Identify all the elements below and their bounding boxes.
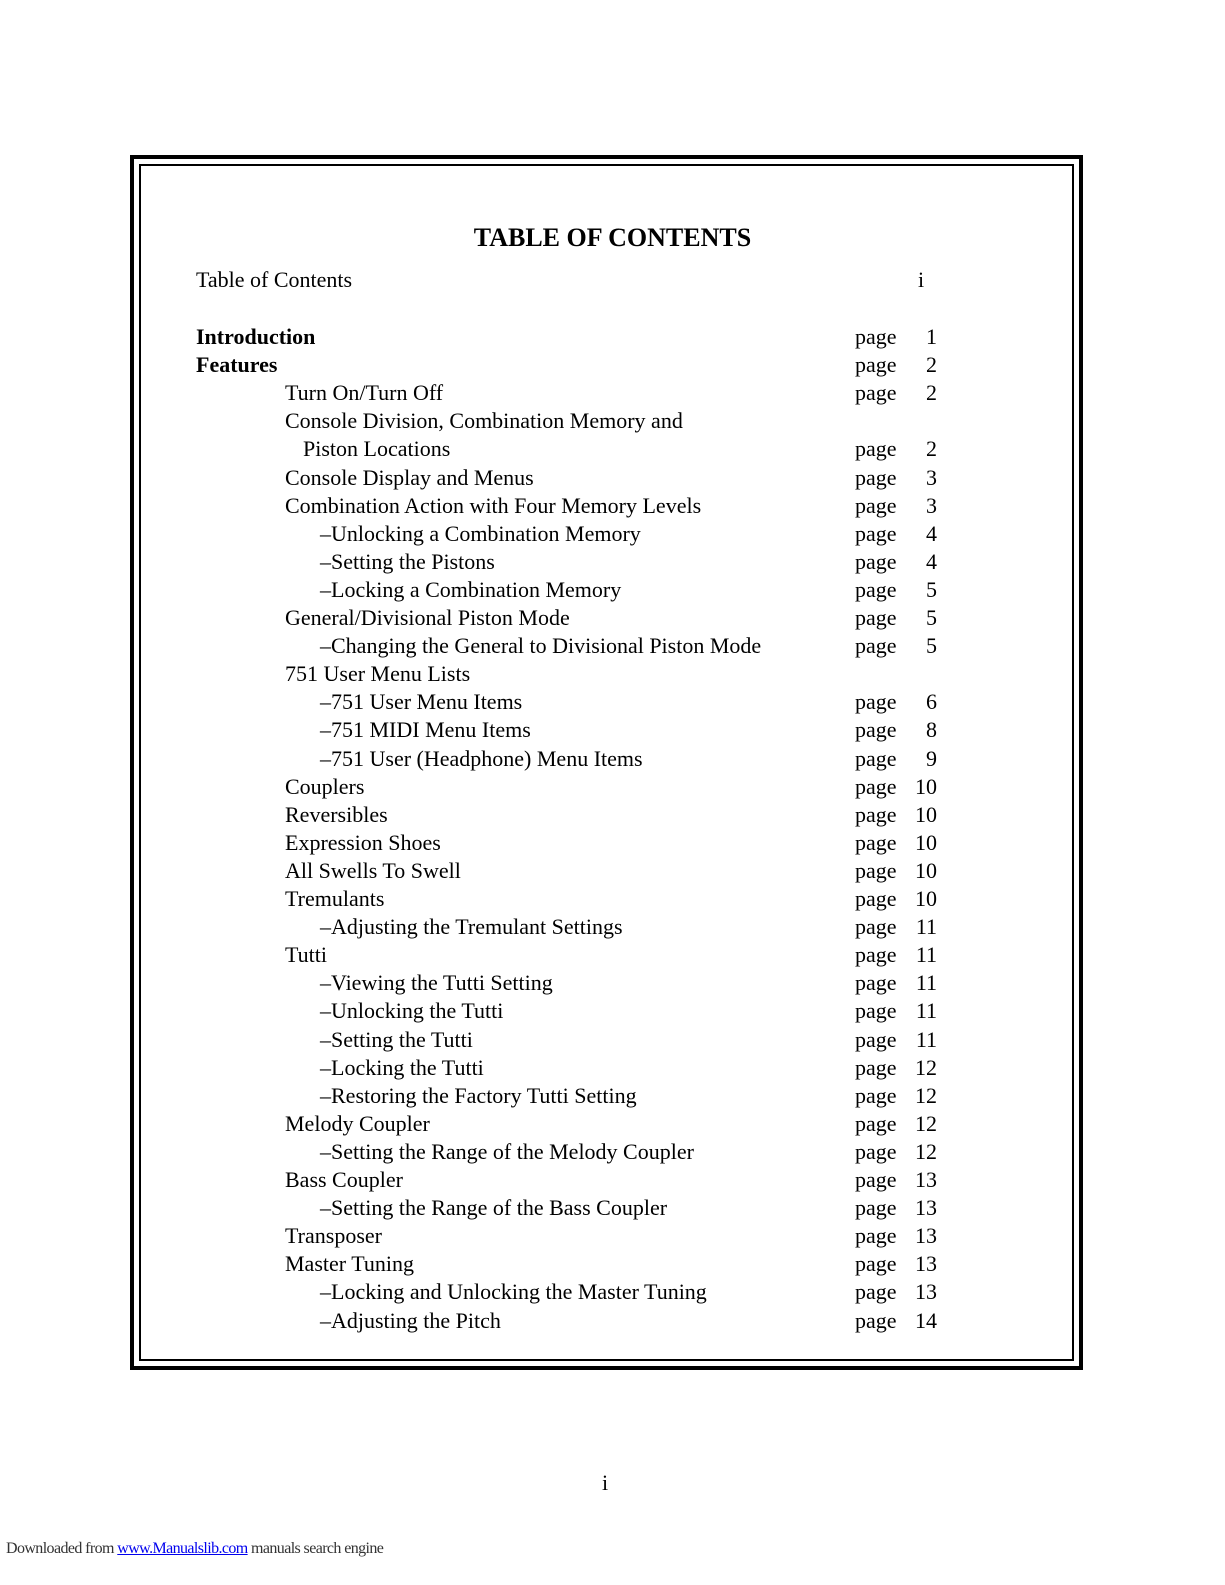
toc-entry-25: –Setting the Tutti (320, 1027, 473, 1052)
toc-page-number: 10 (915, 886, 937, 911)
toc-page-number: 6 (926, 689, 937, 714)
toc-entry-34: –Locking and Unlocking the Master Tuning (320, 1279, 707, 1304)
toc-page-label: page (855, 493, 897, 518)
toc-page-number: 13 (915, 1223, 937, 1248)
toc-page-label: page (855, 1055, 897, 1080)
toc-self-page: i (918, 267, 925, 292)
toc-page-label: page (855, 324, 897, 349)
toc-entry-2: Turn On/Turn Off (285, 380, 444, 405)
toc-entry-13: –751 User Menu Items (320, 689, 523, 714)
toc-page-label: page (855, 746, 897, 771)
toc-page-number: 8 (926, 717, 937, 742)
toc-entry-33: Master Tuning (285, 1251, 414, 1276)
toc-page-label: page (855, 914, 897, 939)
toc-page-number: 5 (926, 605, 937, 630)
toc-page-number: 2 (926, 380, 937, 405)
toc-page-label: page (855, 380, 897, 405)
toc-page-number: 13 (915, 1195, 937, 1220)
toc-entry-17: Reversibles (285, 802, 388, 827)
toc-page-number: 2 (926, 352, 937, 377)
toc-page-number: 1 (926, 324, 937, 349)
toc-entry-7: –Unlocking a Combination Memory (320, 521, 641, 546)
toc-page-label: page (855, 1027, 897, 1052)
toc-page-number: 9 (926, 746, 937, 771)
toc-page-label: page (855, 1251, 897, 1276)
toc-entry-12: 751 User Menu Lists (285, 661, 471, 686)
toc-page-number: 12 (915, 1111, 937, 1136)
toc-entry-4: Piston Locations (303, 436, 451, 461)
toc-page-number: 10 (915, 830, 937, 855)
toc-page-label: page (855, 1279, 897, 1304)
footer-suffix: manuals search engine (247, 1540, 384, 1557)
toc-page-label: page (855, 352, 897, 377)
toc-entry-11: –Changing the General to Divisional Piston Mode (320, 633, 762, 658)
toc-page-label: page (855, 436, 897, 461)
toc-entry-3: Console Division, Combination Memory and (285, 408, 683, 433)
toc-page-label: page (855, 1139, 897, 1164)
toc-page-number: 10 (915, 802, 937, 827)
toc-entry-10: General/Divisional Piston Mode (285, 605, 570, 630)
toc-entry-32: Transposer (285, 1223, 382, 1248)
toc-page-label: page (855, 549, 897, 574)
toc-entry-26: –Locking the Tutti (320, 1055, 484, 1080)
footer-prefix: Downloaded from (6, 1540, 118, 1557)
toc-page-number: 2 (926, 436, 937, 461)
toc-entry-27: –Restoring the Factory Tutti Setting (320, 1083, 637, 1108)
toc-page-number: 10 (915, 858, 937, 883)
toc-page-number: 13 (915, 1251, 937, 1276)
toc-page-number: 5 (926, 577, 937, 602)
toc-page-number: 12 (915, 1139, 937, 1164)
toc-page-label: page (855, 886, 897, 911)
toc-page-number: 3 (926, 465, 937, 490)
toc-entry-28: Melody Coupler (285, 1111, 430, 1136)
toc-entry-21: –Adjusting the Tremulant Settings (320, 914, 623, 939)
toc-entry-22: Tutti (285, 942, 328, 967)
toc-page-label: page (855, 1308, 897, 1333)
toc-entry-1: Features (196, 352, 278, 377)
page-number: i (601, 1470, 609, 1495)
download-footer (6, 1539, 383, 1559)
toc-page-label: page (855, 830, 897, 855)
toc-page-label: page (855, 717, 897, 742)
toc-entry-8: –Setting the Pistons (320, 549, 495, 574)
toc-page-label: page (855, 1111, 897, 1136)
toc-page-number: 4 (926, 521, 937, 546)
toc-page-number: 14 (915, 1308, 937, 1333)
toc-heading: TABLE OF CONTENTS (473, 223, 752, 252)
toc-page-label: page (855, 465, 897, 490)
toc-page-label: page (855, 1223, 897, 1248)
toc-page-label: page (855, 802, 897, 827)
toc-page-label: page (855, 970, 897, 995)
toc-page-number: 11 (915, 970, 937, 995)
toc-page-number: 11 (915, 998, 937, 1023)
toc-page-label: page (855, 605, 897, 630)
toc-entry-24: –Unlocking the Tutti (320, 998, 504, 1023)
toc-page-number: 11 (915, 942, 937, 967)
toc-page-number: 13 (915, 1279, 937, 1304)
toc-page-number: 12 (915, 1055, 937, 1080)
toc-entry-16: Couplers (285, 774, 365, 799)
toc-page-number: 11 (915, 1027, 937, 1052)
toc-entry-5: Console Display and Menus (285, 465, 534, 490)
toc-entry-18: Expression Shoes (285, 830, 441, 855)
toc-page-label: page (855, 998, 897, 1023)
toc-entry-19: All Swells To Swell (285, 858, 461, 883)
toc-entry-23: –Viewing the Tutti Setting (320, 970, 553, 995)
toc-entry-0: Introduction (196, 324, 316, 349)
toc-page-label: page (855, 1083, 897, 1108)
toc-page-label: page (855, 633, 897, 658)
toc-page-label: page (855, 521, 897, 546)
toc-entry-29: –Setting the Range of the Melody Coupler (320, 1139, 694, 1164)
toc-entry-14: –751 MIDI Menu Items (320, 717, 531, 742)
toc-page-label: page (855, 1167, 897, 1192)
toc-page-number: 5 (926, 633, 937, 658)
toc-page-label: page (855, 858, 897, 883)
toc-entry-15: –751 User (Headphone) Menu Items (320, 746, 643, 771)
toc-entry-20: Tremulants (285, 886, 385, 911)
toc-page-label: page (855, 774, 897, 799)
manualslib-link[interactable]: www.Manualslib.com (117, 1540, 248, 1557)
toc-entry-6: Combination Action with Four Memory Levels (285, 493, 702, 518)
toc-page-label: page (855, 942, 897, 967)
toc-page-number: 12 (915, 1083, 937, 1108)
toc-entry-30: Bass Coupler (285, 1167, 403, 1192)
toc-page-label: page (855, 1195, 897, 1220)
toc-page-number: 3 (926, 493, 937, 518)
toc-page-label: page (855, 577, 897, 602)
toc-page-number: 13 (915, 1167, 937, 1192)
toc-page-number: 11 (915, 914, 937, 939)
toc-self-entry: Table of Contents (196, 267, 353, 292)
toc-page-number: 10 (915, 774, 937, 799)
toc-entry-35: –Adjusting the Pitch (320, 1308, 501, 1333)
toc-page-label: page (855, 689, 897, 714)
toc-page-number: 4 (926, 549, 937, 574)
toc-entry-31: –Setting the Range of the Bass Coupler (320, 1195, 668, 1220)
toc-entry-9: –Locking a Combination Memory (320, 577, 622, 602)
